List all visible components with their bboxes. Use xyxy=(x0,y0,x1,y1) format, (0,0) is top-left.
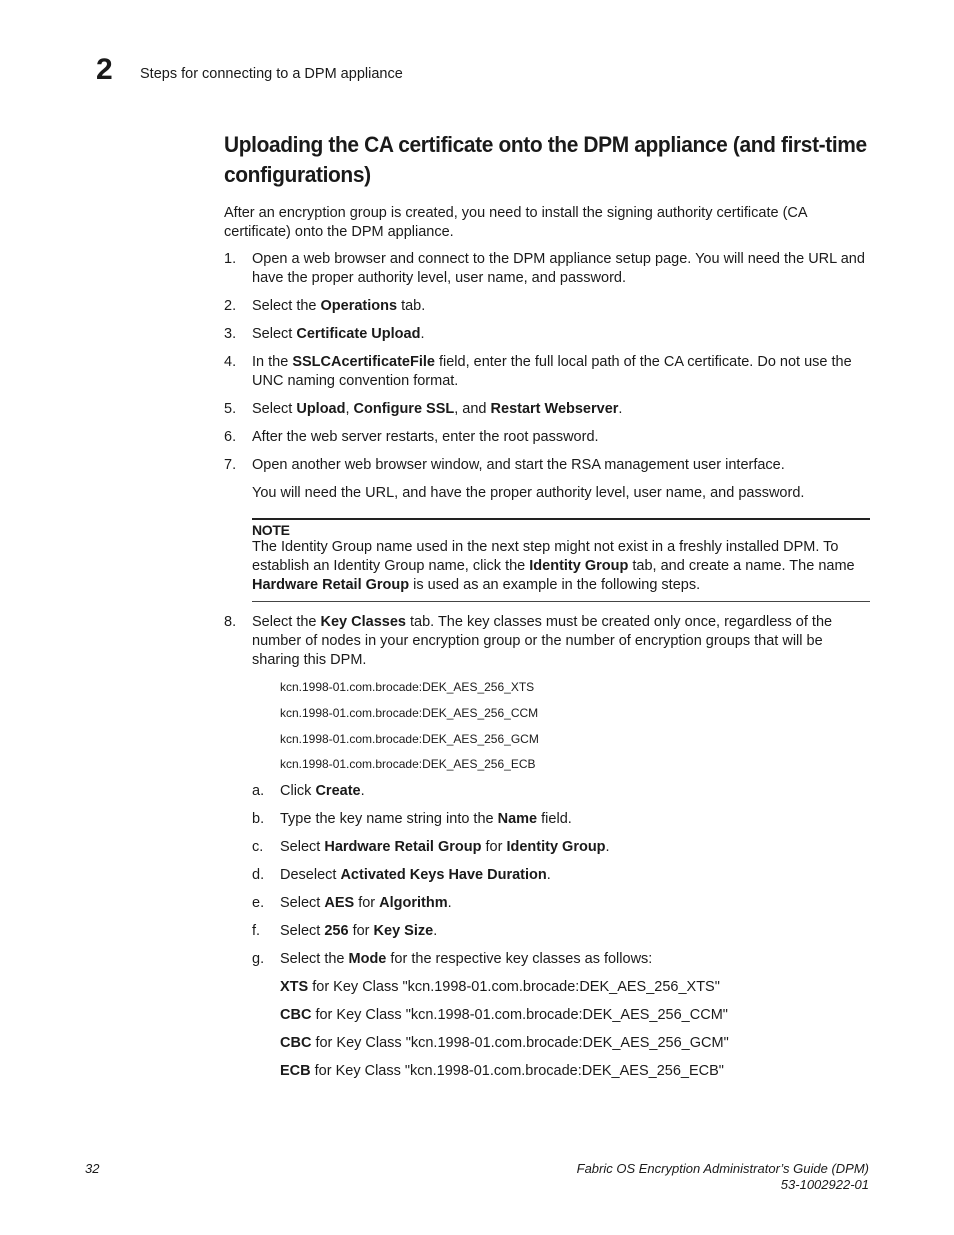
step-1-text xyxy=(252,250,874,288)
text-run: . xyxy=(360,783,365,799)
substep-letter: c. xyxy=(252,839,264,855)
step-7-followup: You will need the URL, and have the proper authority level, user name, and password. xyxy=(252,485,805,501)
text-run: is used as an example in the following steps. xyxy=(409,577,701,593)
step-8-line-3: sharing this DPM. xyxy=(252,652,367,668)
step-4-line-1 xyxy=(252,353,874,372)
step-number: 5. xyxy=(224,401,237,417)
substep-e-text xyxy=(280,894,874,913)
text-run: Select xyxy=(252,401,297,417)
step-2-text xyxy=(252,297,874,316)
mode-value: CBC xyxy=(280,1035,312,1051)
key-class-code: kcn.1998-01.com.brocade:DEK_AES_256_GCM xyxy=(280,732,539,746)
text-run: tab, and create a name. The name xyxy=(628,558,855,574)
substep-letter: g. xyxy=(252,951,265,967)
text-run: for Key Class "kcn.1998-01.com.brocade:DEK_AES_256_ECB" xyxy=(310,1063,724,1079)
substep-g-text xyxy=(280,950,874,969)
section-title-line1: Uploading the CA certificate onto the DPM appliance (and first-time xyxy=(224,132,867,157)
section-title xyxy=(224,130,875,190)
text-run: for Key Class "kcn.1998-01.com.brocade:DEK_AES_256_XTS" xyxy=(308,979,720,995)
text-run: , xyxy=(345,401,354,417)
text-run: for xyxy=(481,839,507,855)
ui-term-hardware-retail-group: Hardware Retail Group xyxy=(252,577,410,593)
step-number: 1. xyxy=(224,251,237,267)
text-run: . xyxy=(618,401,623,417)
text-run: for xyxy=(348,923,374,939)
substep-f-text xyxy=(280,922,874,941)
text-run: for xyxy=(354,895,380,911)
ui-term-key-classes: Key Classes xyxy=(320,614,406,630)
text-run: . xyxy=(605,839,610,855)
note-top-rule xyxy=(252,518,870,520)
mode-value: CBC xyxy=(280,1007,312,1023)
ui-term-create: Create xyxy=(315,783,361,799)
substep-letter: e. xyxy=(252,895,265,911)
text-run: Select the xyxy=(252,614,321,630)
step-number: 6. xyxy=(224,429,237,445)
chapter-number: 2 xyxy=(96,53,113,86)
step-7-text: Open another web browser window, and start the RSA management user interface. xyxy=(252,457,785,473)
key-class-code: kcn.1998-01.com.brocade:DEK_AES_256_CCM xyxy=(280,706,539,720)
text-run: . xyxy=(447,895,452,911)
step-number: 8. xyxy=(224,614,237,630)
running-header: Steps for connecting to a DPM appliance xyxy=(140,66,403,82)
ui-term-aes: AES xyxy=(324,895,355,911)
substep-letter: d. xyxy=(252,867,265,883)
ui-term-identity-group: Identity Group xyxy=(506,839,606,855)
text-run: for Key Class "kcn.1998-01.com.brocade:DEK_AES_256_CCM" xyxy=(311,1007,728,1023)
text-run: , and xyxy=(454,401,491,417)
text-run: Select xyxy=(252,326,297,342)
key-class-code: kcn.1998-01.com.brocade:DEK_AES_256_ECB xyxy=(280,757,536,771)
ui-term-upload: Upload xyxy=(296,401,346,417)
substep-a-text xyxy=(280,782,874,801)
ui-term-operations: Operations xyxy=(320,298,398,314)
step-6-text: After the web server restarts, enter the root password. xyxy=(252,429,599,445)
ui-term-restart-webserver: Restart Webserver xyxy=(490,401,619,417)
step-number: 7. xyxy=(224,457,237,473)
text-run: Deselect xyxy=(280,867,341,883)
ui-term-hardware-retail-group: Hardware Retail Group xyxy=(324,839,482,855)
step-1-line-2: have the proper authority level, user name, and password. xyxy=(252,270,626,286)
step-number: 4. xyxy=(224,354,237,370)
step-8-line-2: number of nodes in your encryption group or the number of encryption groups that will be xyxy=(252,633,823,649)
text-run: Select the xyxy=(280,951,349,967)
step-1-line-1: Open a web browser and connect to the DPM appliance setup page. You will need the URL and xyxy=(252,251,865,267)
ui-term-configure-ssl: Configure SSL xyxy=(353,401,455,417)
ui-term-key-size: Key Size xyxy=(373,923,434,939)
step-number: 2. xyxy=(224,298,237,314)
text-run: . xyxy=(420,326,425,342)
note-body xyxy=(252,538,872,595)
section-title-line2: configurations) xyxy=(224,162,371,187)
step-3-text xyxy=(252,325,874,344)
substep-letter: a. xyxy=(252,783,265,799)
text-run: Select xyxy=(280,839,325,855)
mode-line xyxy=(280,1062,874,1081)
text-run: In the xyxy=(252,354,293,370)
intro-line-2: certificate) onto the DPM appliance. xyxy=(224,224,454,240)
substep-d-text xyxy=(280,866,874,885)
intro-paragraph xyxy=(224,204,874,242)
mode-line xyxy=(280,978,874,997)
step-5-text xyxy=(252,400,874,419)
ui-term-256: 256 xyxy=(324,923,349,939)
footer-doc-number: 53-1002922-01 xyxy=(780,1177,869,1192)
substep-letter: b. xyxy=(252,811,265,827)
footer-doc-title: Fabric OS Encryption Administrator’s Guide (DPM) xyxy=(576,1161,869,1176)
step-4-text xyxy=(252,353,874,391)
text-run: Type the key name string into the xyxy=(280,811,498,827)
text-run: Select the xyxy=(252,298,321,314)
ui-term-sslcacertificatefile: SSLCAcertificateFile xyxy=(292,354,435,370)
step-number: 3. xyxy=(224,326,237,342)
step-8-text xyxy=(252,613,874,670)
note-bottom-rule xyxy=(252,601,870,602)
page-number: 32 xyxy=(85,1161,100,1176)
text-run: tab. xyxy=(397,298,426,314)
ui-term-certificate-upload: Certificate Upload xyxy=(296,326,421,342)
text-run: Click xyxy=(280,783,316,799)
mode-line xyxy=(280,1034,874,1053)
text-run: Select xyxy=(280,895,325,911)
note-label: NOTE xyxy=(252,522,290,538)
ui-term-mode: Mode xyxy=(348,951,387,967)
text-run: . xyxy=(433,923,438,939)
step-4-line-2: UNC naming convention format. xyxy=(252,373,459,389)
text-run: for the respective key classes as follows: xyxy=(386,951,653,967)
note-line-2 xyxy=(252,557,872,576)
text-run: field, enter the full local path of the CA certificate. Do not use the xyxy=(434,354,852,370)
note-line-1: The Identity Group name used in the next step might not exist in a freshly installed DPM. To xyxy=(252,539,839,555)
ui-term-algorithm: Algorithm xyxy=(379,895,448,911)
intro-line-1: After an encryption group is created, you need to install the signing authority certificate (CA xyxy=(224,205,808,221)
ui-term-identity-group: Identity Group xyxy=(529,558,629,574)
substep-letter: f. xyxy=(252,923,261,939)
key-class-code: kcn.1998-01.com.brocade:DEK_AES_256_XTS xyxy=(280,680,535,694)
text-run: establish an Identity Group name, click the xyxy=(252,558,530,574)
step-8-line-1 xyxy=(252,613,874,632)
mode-value: XTS xyxy=(280,979,309,995)
mode-value: ECB xyxy=(280,1063,311,1079)
text-run: for Key Class "kcn.1998-01.com.brocade:DEK_AES_256_GCM" xyxy=(311,1035,729,1051)
mode-line xyxy=(280,1006,874,1025)
ui-term-name: Name xyxy=(497,811,538,827)
text-run: tab. The key classes must be created only once, regardless of the xyxy=(405,614,833,630)
note-line-3 xyxy=(252,576,872,595)
text-run: . xyxy=(546,867,551,883)
text-run: Select xyxy=(280,923,325,939)
substep-c-text xyxy=(280,838,874,857)
ui-term-activated-keys-have-duration: Activated Keys Have Duration xyxy=(340,867,547,883)
text-run: field. xyxy=(537,811,572,827)
substep-b-text xyxy=(280,810,874,829)
